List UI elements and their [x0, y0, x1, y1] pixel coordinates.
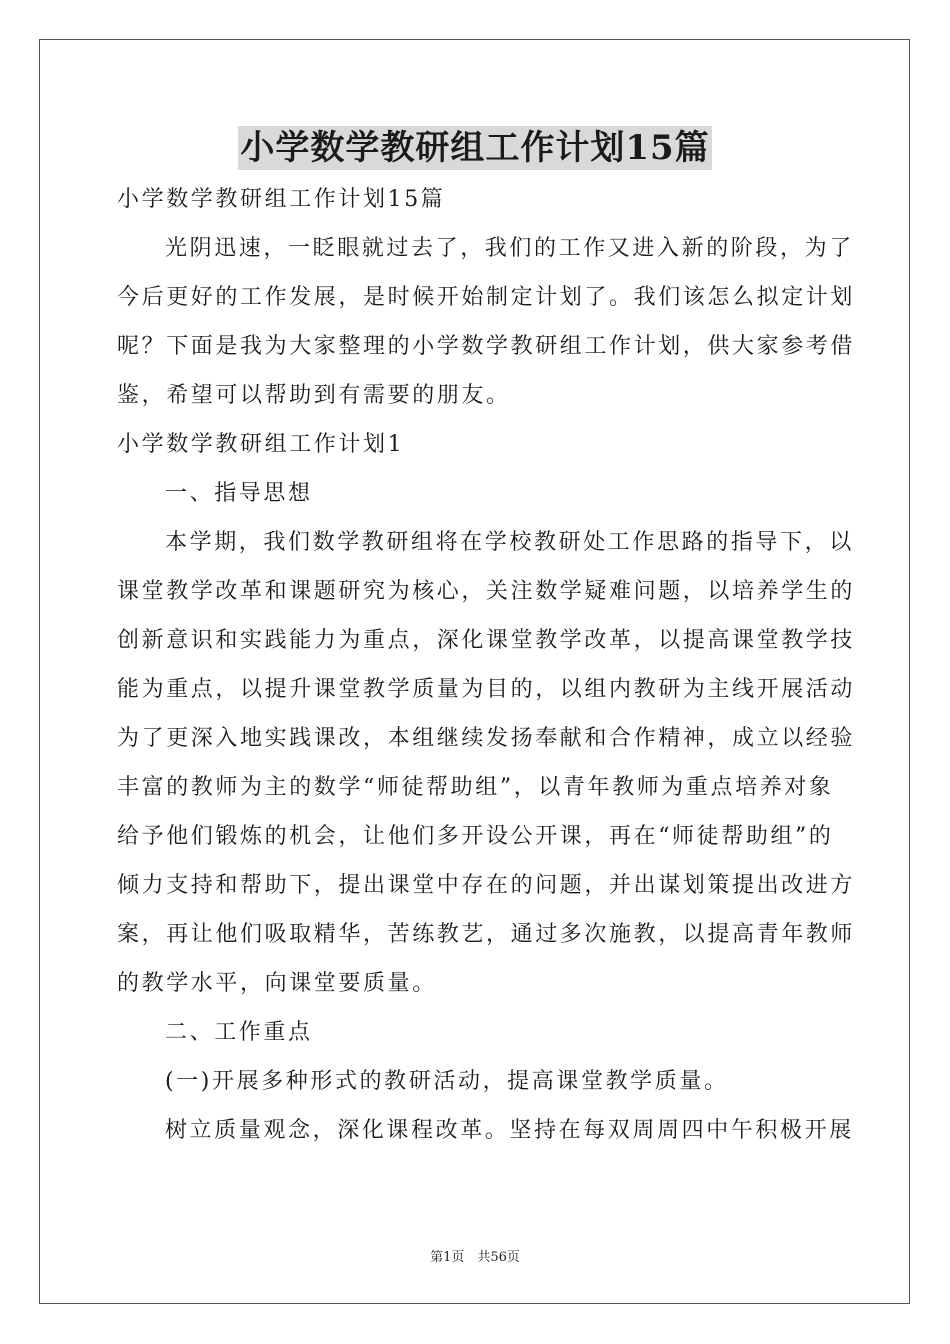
paragraph-line: 的教学水平，向课堂要质量。: [117, 971, 437, 996]
paragraph-line: 倾力支持和帮助下，提出课堂中存在的问题，并出谋划策提出改进方: [117, 873, 856, 898]
paragraph-line: 能为重点，以提升课堂教学质量为目的，以组内教研为主线开展活动: [117, 677, 856, 702]
paragraph-line: 创新意识和实践能力为重点，深化课堂教学改革，以提高课堂教学技: [117, 628, 856, 653]
paragraph-line: 案，再让他们吸取精华，苦练教艺，通过多次施教，以提高青年教师: [117, 922, 856, 947]
paragraph-line: 树立质量观念，深化课程改革。坚持在每双周周四中午积极开展: [165, 1118, 854, 1143]
title-container: [0, 126, 950, 170]
paragraph-line: 今后更好的工作发展，是时候开始制定计划了。我们该怎么拟定计划: [117, 285, 856, 310]
paragraph-line: 丰富的教师为主的数学“师徒帮助组”，以青年教师为重点培养对象: [117, 775, 834, 800]
paragraph-line: 课堂教学改革和课题研究为核心，关注数学疑难问题，以培养学生的: [117, 579, 856, 604]
section-heading: 小学数学教研组工作计划1: [117, 432, 405, 457]
subsection-heading: 二、工作重点: [165, 1020, 313, 1045]
paragraph-line: 呢？下面是我为大家整理的小学数学教研组工作计划，供大家参考借: [117, 334, 856, 359]
document-body: [117, 175, 856, 1155]
subsection-heading: 一、指导思想: [165, 481, 313, 506]
page-footer: 第1页 共56页: [430, 1250, 520, 1265]
paragraph-line: 给予他们锻炼的机会，让他们多开设公开课，再在“师徒帮助组”的: [117, 824, 834, 849]
paragraph-line: 本学期，我们数学教研组将在学校教研处工作思路的指导下，以: [165, 530, 854, 555]
subtitle-line: 小学数学教研组工作计划15篇: [117, 187, 446, 212]
paragraph-line: 为了更深入地实践课改，本组继续发扬奉献和合作精神，成立以经验: [117, 726, 856, 751]
paragraph-line: 光阴迅速，一眨眼就过去了，我们的工作又进入新的阶段，为了: [165, 236, 854, 261]
list-item-heading: (一)开展多种形式的教研活动，提高课堂教学质量。: [165, 1069, 729, 1094]
paragraph-line: 鉴，希望可以帮助到有需要的朋友。: [117, 383, 511, 408]
document-title: 小学数学教研组工作计划15篇: [240, 128, 710, 168]
